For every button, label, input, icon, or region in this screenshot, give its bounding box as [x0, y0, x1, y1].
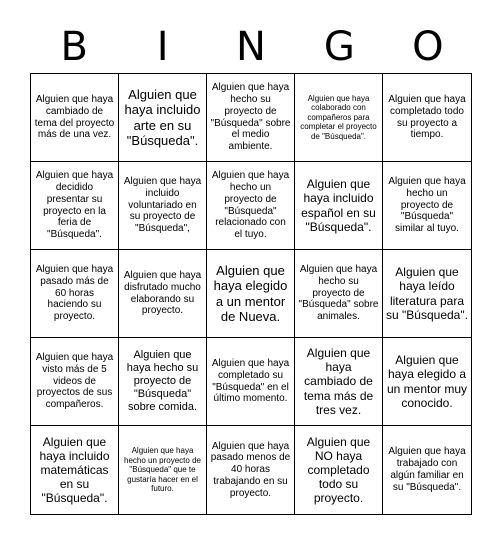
cell-text: Alguien que haya hecho un proyecto de "Búsqueda" que te gustaría hacer en el futuro.	[124, 446, 201, 494]
cell-text: Alguien que haya incluido español en su "Búsqueda".	[301, 177, 376, 234]
header-letter-o: O	[412, 24, 444, 70]
bingo-cell[interactable]	[207, 250, 295, 338]
bingo-cell[interactable]	[295, 162, 383, 250]
cell-text: Alguien que haya cambiado de tema más de tres vez.	[303, 346, 374, 417]
cell-text: Alguien que haya elegido a un mentor muy conocido.	[386, 353, 468, 410]
bingo-cell[interactable]	[383, 426, 471, 514]
header-letter-b: B	[60, 24, 88, 70]
cell-text: Alguien que haya leído literatura para su "Búsqueda".	[386, 265, 468, 322]
bingo-cell[interactable]	[31, 426, 119, 514]
bingo-cell[interactable]	[207, 426, 295, 514]
bingo-cell[interactable]	[295, 338, 383, 426]
header-letter-n: N	[236, 24, 266, 70]
cell-text: Alguien que haya incluido arte en su "Búsqueda".	[124, 86, 201, 148]
bingo-cell[interactable]	[31, 74, 119, 162]
cell-text: Alguien que haya completado todo su proyecto a tiempo.	[388, 93, 466, 141]
bingo-cell[interactable]	[295, 250, 383, 338]
bingo-cell[interactable]	[207, 162, 295, 250]
cell-text: Alguien que haya disfrutado mucho elaborando su proyecto.	[123, 269, 202, 317]
bingo-cell[interactable]	[383, 338, 471, 426]
cell-text: Alguien que haya pasado menos de 40 horas trabajando en su proyecto.	[210, 440, 291, 499]
cell-text: Alguien que haya hecho su proyecto de "Búsqueda" sobre el medio ambiente.	[210, 82, 291, 153]
bingo-cell[interactable]	[119, 74, 207, 162]
header-letter-i: I	[156, 24, 169, 70]
cell-text: Alguien que haya elegido a un mentor de Nueva.	[213, 262, 288, 324]
bingo-cell[interactable]	[383, 162, 471, 250]
cell-text: Alguien que haya decidido presentar su proyecto en la feria de "Búsqueda".	[35, 170, 114, 241]
cell-text: Alguien que haya trabajado con algún familiar en su "Búsqueda".	[388, 446, 466, 493]
bingo-cell[interactable]	[207, 74, 295, 162]
bingo-cell[interactable]	[119, 162, 207, 250]
bingo-cell[interactable]	[383, 74, 471, 162]
cell-text: Alguien que haya colaborado con compañeros para completar el proyecto de "Búsqueda".	[300, 93, 377, 141]
cell-text: Alguien que NO haya completado todo su proyecto.	[306, 434, 371, 506]
bingo-grid	[30, 73, 472, 515]
cell-text: Alguien que haya hecho su proyecto de "Búsqueda" sobre comida.	[126, 349, 199, 413]
bingo-cell[interactable]	[31, 162, 119, 250]
bingo-cell[interactable]	[295, 74, 383, 162]
cell-text: Alguien que haya pasado más de 60 horas haciendo su proyecto.	[35, 264, 114, 323]
cell-text: Alguien que haya hecho un proyecto de "Búsqueda" relacionado con el tuyo.	[211, 170, 290, 241]
header-letter-g: G	[323, 24, 355, 70]
cell-text: Alguien que haya incluido matemáticas en su "Búsqueda".	[39, 434, 110, 506]
bingo-cell[interactable]	[119, 426, 207, 514]
bingo-header	[30, 22, 472, 72]
bingo-cell[interactable]	[119, 250, 207, 338]
cell-text: Alguien que haya hecho su proyecto de "Búsqueda" sobre animales.	[298, 264, 379, 323]
bingo-cell[interactable]	[31, 250, 119, 338]
bingo-cell[interactable]	[383, 250, 471, 338]
cell-text: Alguien que haya hecho un proyecto de "Búsqueda" similar al tuyo.	[388, 176, 466, 235]
cell-text: Alguien que haya completado su "Búsqueda" en el último momento.	[211, 357, 290, 405]
cell-text: Alguien que haya cambiado de tema del proyecto más de una vez.	[34, 93, 115, 141]
cell-text: Alguien que haya visto más de 5 videos de proyectos de sus compañeros.	[35, 352, 114, 411]
bingo-cell[interactable]	[295, 426, 383, 514]
bingo-cell[interactable]	[119, 338, 207, 426]
cell-text: Alguien que haya incluido voluntariado en su proyecto de "Búsqueda",	[123, 176, 202, 235]
bingo-cell[interactable]	[31, 338, 119, 426]
bingo-cell[interactable]	[207, 338, 295, 426]
